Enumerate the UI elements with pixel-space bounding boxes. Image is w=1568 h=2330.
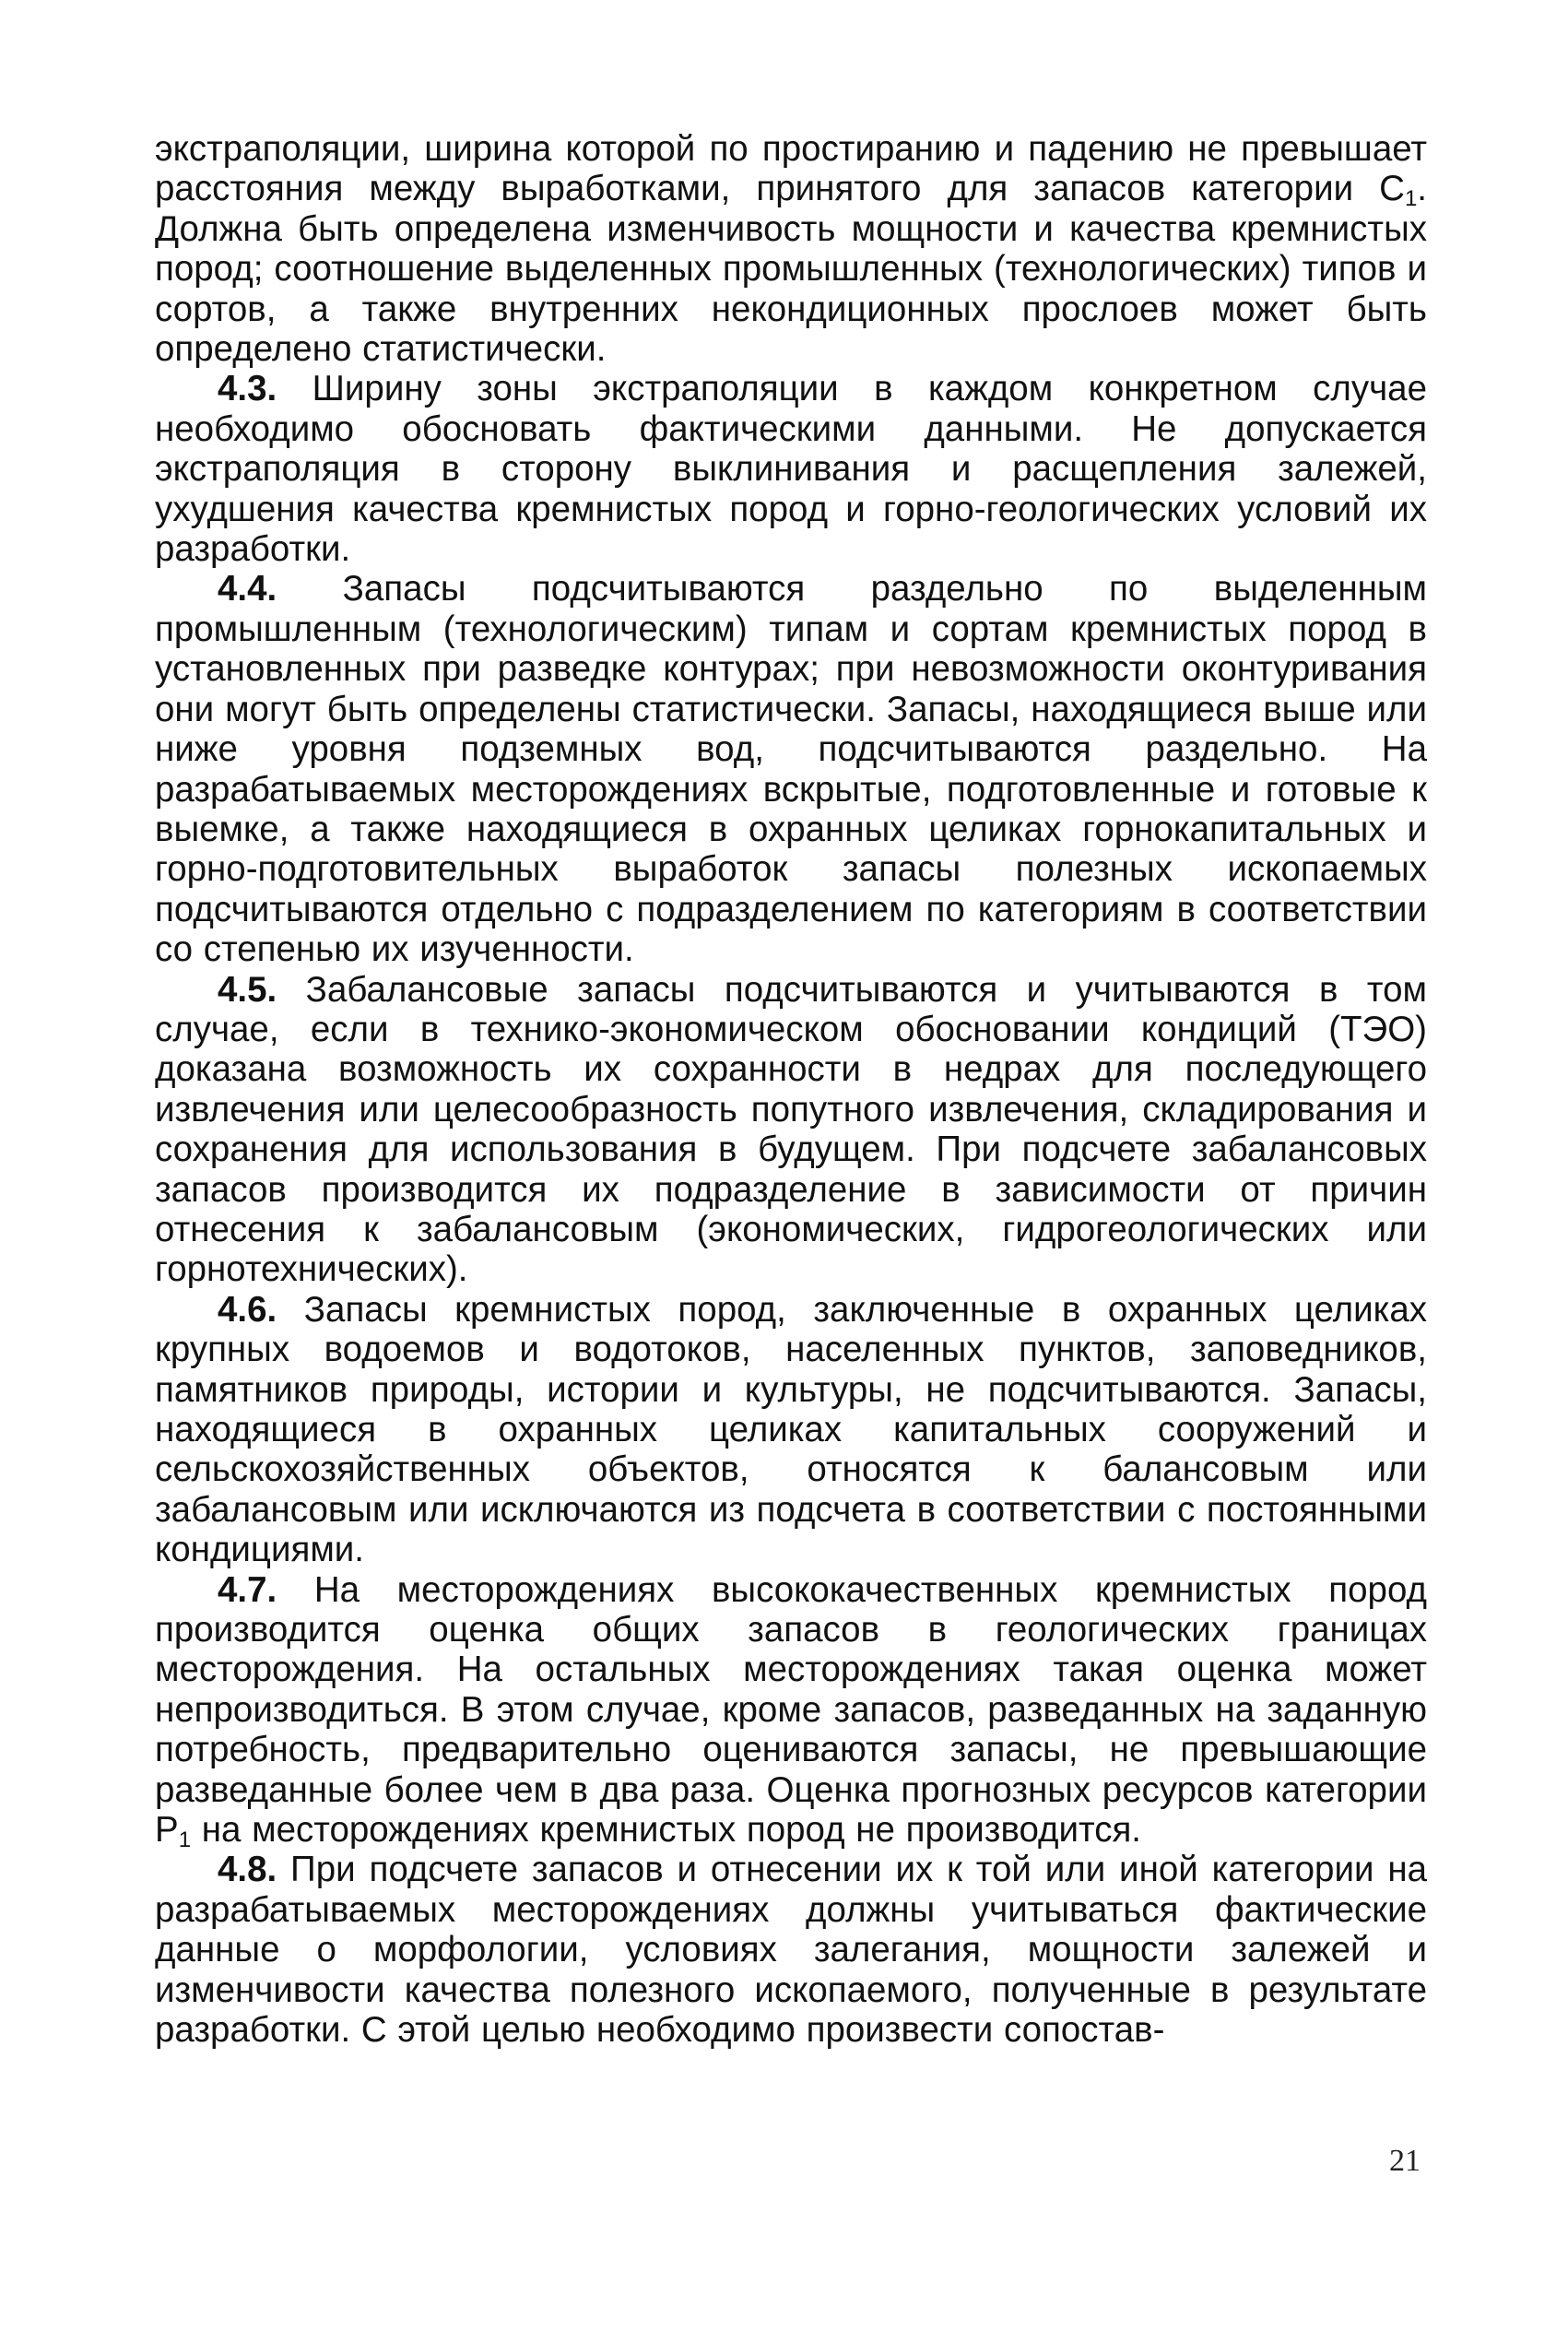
paragraph-4-3: [155, 369, 1427, 569]
paragraph-4-6: [155, 1290, 1427, 1570]
paragraph-4-8: [155, 1850, 1427, 2050]
paragraph-text-part: . Должна быть определена изменчивость мощности и качества кремнистых пород; соотношение выделенных промышленных (технологических) типов и сортов, а также внутренних некондиционных прослоев может быть определено статистически.: [155, 169, 1427, 370]
document-body: [155, 129, 1427, 2051]
paragraph-text: Запасы подсчитываются раздельно по выделенным промышленным (технологическим) типам и сортам кремнистых пород в установленных при разведке контурах; при невозможности оконтуривания они могут быть определены статистически. Запасы, находящиеся выше или ниже уровня подземных вод, подсчитываются раздельно. На разрабатываемых месторождениях вскрытые, подготовленные и готовые к выемке, а также находящиеся в охранных целиках горнокапитальных и горно-подготовительных выработок запасы полезных ископаемых подсчитываются отдельно с подразделением по категориям в соответствии со степенью их изученности.: [155, 569, 1427, 970]
category-subscript: 1: [1404, 186, 1418, 212]
section-number: 4.8.: [218, 1850, 277, 1890]
section-number: 4.7.: [218, 1569, 277, 1610]
paragraph-text: Забалансовые запасы подсчитываются и учитываются в том случае, если в технико-экономическом обосновании кондиций (ТЭО) доказана возможность их сохранности в недрах для последующего извлечения или целесообразность попутного извлечения, складирования и сохранения для использования в будущем. При подсчете забалансовых запасов производится их подразделение в зависимости от причин отнесения к забалансовым (экономических, гидрогеологических или горнотехнических).: [155, 969, 1427, 1290]
section-number: 4.4.: [218, 569, 277, 609]
paragraph-text: При подсчете запасов и отнесении их к той или иной категории на разрабатываемых месторождениях должны учитываться фактические данные о морфологии, условиях залегания, мощности залежей и изменчивости качества полезного ископаемого, полученные в результате разработки. С этой целью необходимо произвести сопостав-: [155, 1850, 1427, 2051]
section-number: 4.3.: [218, 369, 277, 409]
paragraph-4-4: [155, 569, 1427, 969]
section-number: 4.6.: [218, 1289, 277, 1330]
paragraph-text-part: На месторождениях высококачественных кремнистых пород производится оценка общих запасов в геологических границах месторождения. На остальных месторождениях такая оценка может непроизводиться. В этом случае, кроме запасов, разведанных на заданную потребность, предварительно оцениваются запасы, не превышающие разведанные более чем в два раза. Оценка прогнозных ресурсов категории Р: [155, 1569, 1427, 1851]
paragraph-text: Ширину зоны экстраполяции в каждом конкретном случае необходимо обосновать фактическими данными. Не допускается экстраполяция в сторону выклинивания и расщепления залежей, ухудшения качества кремнистых пород и горно-геологических условий их разработки.: [155, 369, 1427, 570]
paragraph-4-5: [155, 970, 1427, 1290]
paragraph-text: Запасы кремнистых пород, заключенные в охранных целиках крупных водоемов и водотоков, населенных пунктов, заповедников, памятников природы, истории и культуры, не подсчитываются. Запасы, находящиеся в охранных целиках капитальных сооружений и сельскохозяйственных объектов, относятся к балансовым или забалансовым или исключаются из подсчета в соответствии с постоянными кондициями.: [155, 1289, 1427, 1570]
section-number: 4.5.: [218, 969, 277, 1010]
page-number: 21: [1389, 2144, 1421, 2178]
paragraph-text-part: на месторождениях кремнистых пород не производится.: [191, 1810, 1141, 1851]
paragraph-text-part: экстраполяции, ширина которой по простиранию и падению не превышает расстояния между выработками, принятого для запасов категории С: [155, 129, 1427, 209]
category-subscript: 1: [178, 1827, 192, 1853]
paragraph-continued: [155, 129, 1427, 369]
paragraph-4-7: [155, 1570, 1427, 1851]
